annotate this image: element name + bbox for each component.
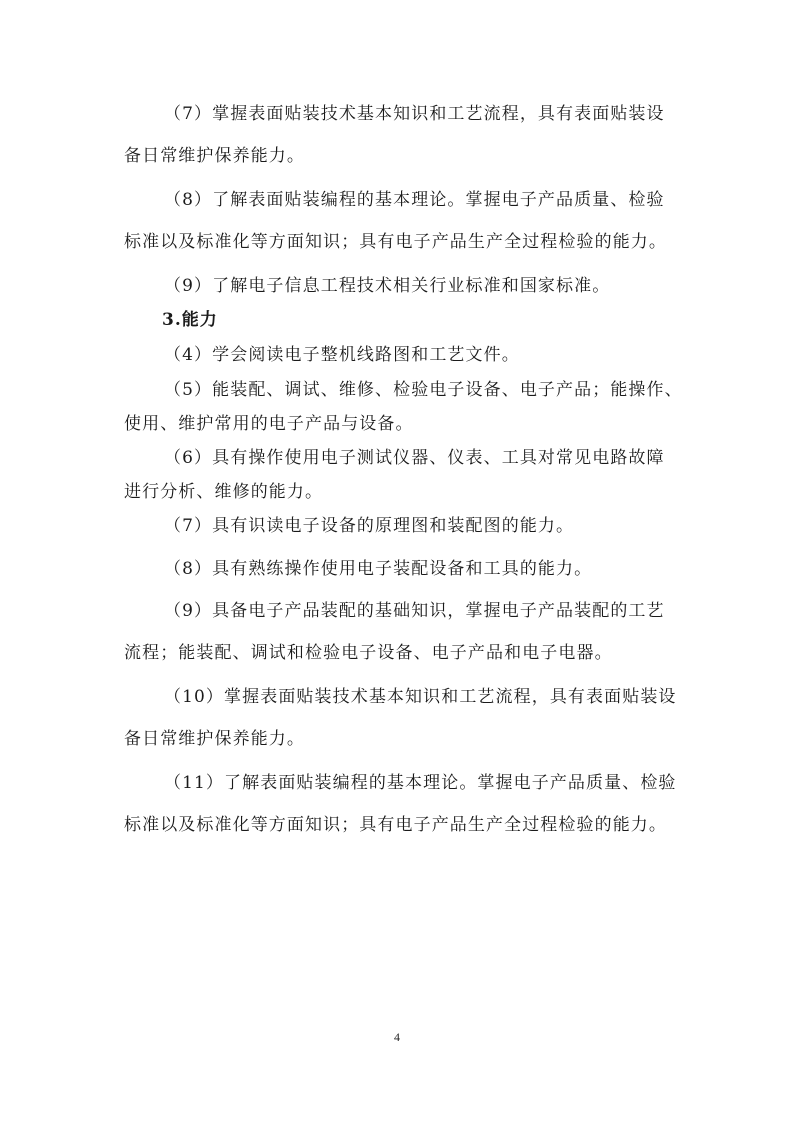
ability-item-4 — [124, 345, 676, 365]
knowledge-item-7-line-2: 备日常维护保养能力。 — [124, 146, 305, 166]
ability-item-5-line-2: 使用、维护常用的电子产品与设备。 — [124, 414, 414, 434]
ability-item-8-line-1: （8）具有熟练操作使用电子装配设备和工具的能力。 — [164, 559, 593, 579]
ability-item-9-line-2: 流程；能装配、调试和检验电子设备、电子产品和电子电器。 — [124, 643, 613, 663]
ability-item-5 — [124, 380, 683, 434]
ability-item-9-line-1: （9）具备电子产品装配的基础知识，掌握电子产品装配的工艺 — [164, 601, 665, 621]
ability-item-10-line-1: （10）掌握表面贴装技术基本知识和工艺流程，具有表面贴装设 — [164, 687, 677, 707]
ability-item-10 — [124, 687, 676, 749]
ability-item-10-line-2: 备日常维护保养能力。 — [124, 729, 305, 749]
knowledge-item-7 — [124, 104, 676, 166]
page-number: 4 — [394, 1030, 400, 1044]
ability-item-9 — [124, 601, 676, 663]
ability-item-8 — [124, 559, 676, 579]
knowledge-item-9-line-1: （9）了解电子信息工程技术相关行业标准和国家标准。 — [164, 276, 611, 296]
ability-item-11-line-2: 标准以及标准化等方面知识；具有电子产品生产全过程检验的能力。 — [124, 815, 667, 835]
ability-item-11 — [124, 773, 676, 835]
knowledge-item-8-line-2: 标准以及标准化等方面知识；具有电子产品生产全过程检验的能力。 — [124, 232, 667, 252]
section-heading-ability: 3.能力 — [162, 310, 218, 330]
ability-item-6-line-1: （6）具有操作使用电子测试仪器、仪表、工具对常见电路故障 — [164, 448, 665, 468]
ability-item-4-line-1: （4）学会阅读电子整机线路图和工艺文件。 — [164, 345, 520, 365]
ability-item-6-line-2: 进行分析、维修的能力。 — [124, 482, 324, 502]
ability-item-11-line-1: （11）了解表面贴装编程的基本理论。掌握电子产品质量、检验 — [164, 773, 677, 793]
ability-item-7-line-1: （7）具有识读电子设备的原理图和装配图的能力。 — [164, 516, 575, 536]
knowledge-item-8 — [124, 190, 676, 252]
ability-item-5-line-1: （5）能装配、调试、维修、检验电子设备、电子产品；能操作、 — [164, 380, 683, 400]
knowledge-item-7-line-1: （7）掌握表面贴装技术基本知识和工艺流程，具有表面贴装设 — [164, 104, 665, 124]
ability-item-6 — [124, 448, 676, 502]
knowledge-item-8-line-1: （8）了解表面贴装编程的基本理论。掌握电子产品质量、检验 — [164, 190, 665, 210]
knowledge-item-9 — [124, 276, 676, 296]
ability-item-7 — [124, 516, 676, 536]
